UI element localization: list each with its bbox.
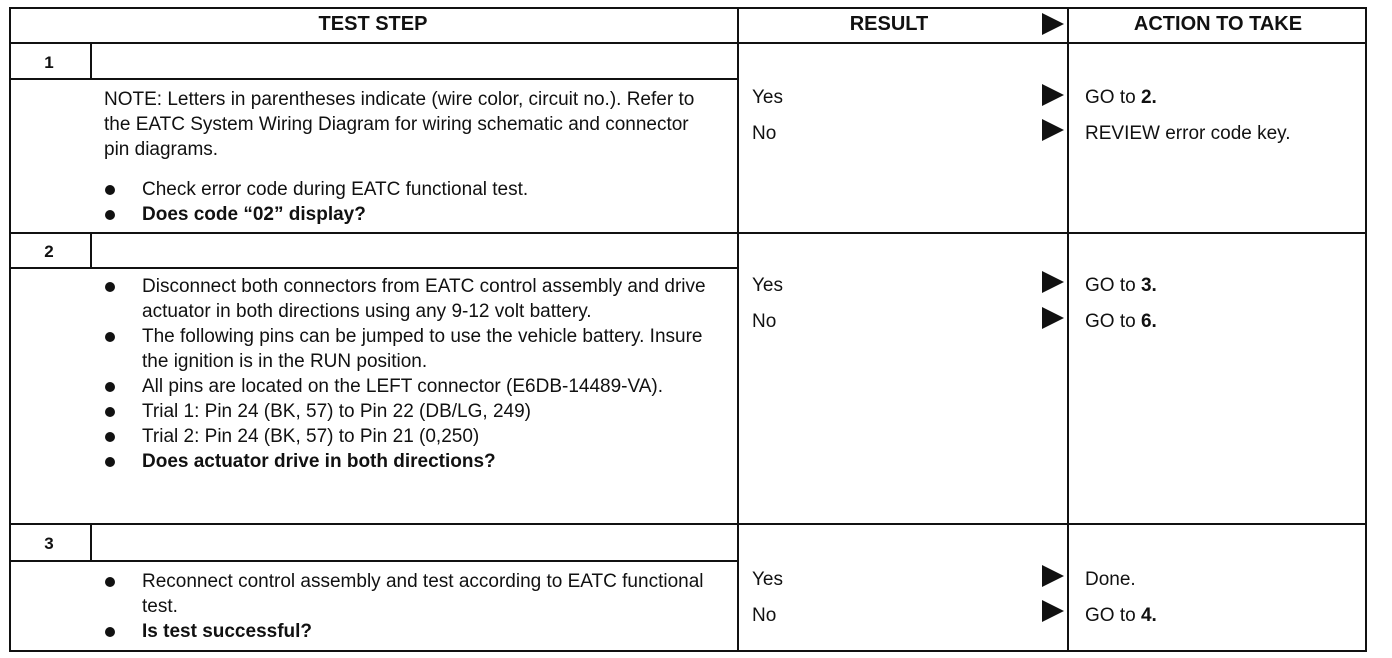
bullet-item: The following pins can be jumped to use the vehicle battery. Insure the ignition is in the RUN position. — [102, 324, 712, 374]
bullet-item-question: Does code “02” display? — [102, 202, 528, 227]
step3-number-divider — [9, 560, 738, 562]
result-yes: Yes — [752, 569, 783, 590]
header-test-step: TEST STEP — [318, 13, 428, 35]
bullet-item: Disconnect both connectors from EATC control assembly and drive actuator in both directions using any 9-12 volt battery. — [102, 274, 712, 324]
bullet-item: Check error code during EATC functional test. — [102, 177, 528, 202]
action-text: Done. — [1085, 569, 1136, 590]
bullet-icon — [105, 577, 115, 587]
bullet-item-question: Is test successful? — [102, 619, 712, 644]
arrow-icon — [1042, 307, 1064, 329]
bullet-item-question: Does actuator drive in both directions? — [102, 449, 712, 474]
action-text: REVIEW error code key. — [1085, 123, 1291, 144]
header-action-to-take: ACTION TO TAKE — [1133, 13, 1303, 35]
bullet-icon — [105, 332, 115, 342]
bullet-icon — [105, 407, 115, 417]
bullet-item: Reconnect control assembly and test according to EATC functional test. — [102, 569, 712, 619]
result-no: No — [752, 605, 777, 626]
bullet-icon — [105, 282, 115, 292]
action-text: GO to 3. — [1085, 275, 1157, 296]
arrow-icon — [1042, 84, 1064, 106]
bullet-item: Trial 2: Pin 24 (BK, 57) to Pin 21 (0,250) — [102, 424, 712, 449]
result-column-divider — [737, 7, 739, 652]
arrow-icon — [1042, 600, 1064, 622]
step1-number-divider — [9, 78, 738, 80]
bullet-item: All pins are located on the LEFT connector (E6DB-14489-VA). — [102, 374, 712, 399]
number-cell-divider — [90, 42, 92, 79]
step-number: 2 — [44, 242, 54, 261]
arrow-icon — [1042, 565, 1064, 587]
action-column-divider — [1067, 7, 1069, 652]
arrow-icon — [1042, 13, 1064, 35]
step-divider — [9, 523, 1367, 525]
step2-number-divider — [9, 267, 738, 269]
number-cell-divider — [90, 232, 92, 268]
step-bullet-list — [102, 177, 528, 227]
bullet-item: Trial 1: Pin 24 (BK, 57) to Pin 22 (DB/LG, 249) — [102, 399, 712, 424]
arrow-icon — [1042, 119, 1064, 141]
header-result: RESULT — [849, 13, 929, 35]
bullet-icon — [105, 627, 115, 637]
header-divider — [9, 42, 1367, 44]
step-bullet-list — [102, 274, 712, 474]
result-no: No — [752, 311, 777, 332]
result-yes: Yes — [752, 275, 783, 296]
step-bullet-list — [102, 569, 712, 644]
step-divider — [9, 232, 1367, 234]
action-text: GO to 6. — [1085, 311, 1157, 332]
arrow-icon — [1042, 271, 1064, 293]
number-cell-divider — [90, 523, 92, 561]
bullet-icon — [105, 457, 115, 467]
result-yes: Yes — [752, 87, 783, 108]
step-number: 1 — [44, 53, 54, 72]
bullet-icon — [105, 185, 115, 195]
bullet-icon — [105, 210, 115, 220]
action-text: GO to 4. — [1085, 605, 1157, 626]
step-number: 3 — [44, 534, 54, 553]
step-note: NOTE: Letters in parentheses indicate (wire color, circuit no.). Refer to the EATC System Wiring Diagram for wiring schematic and connector pin diagrams. — [104, 89, 695, 160]
bullet-icon — [105, 432, 115, 442]
bullet-icon — [105, 382, 115, 392]
result-no: No — [752, 123, 777, 144]
action-text: GO to 2. — [1085, 87, 1157, 108]
